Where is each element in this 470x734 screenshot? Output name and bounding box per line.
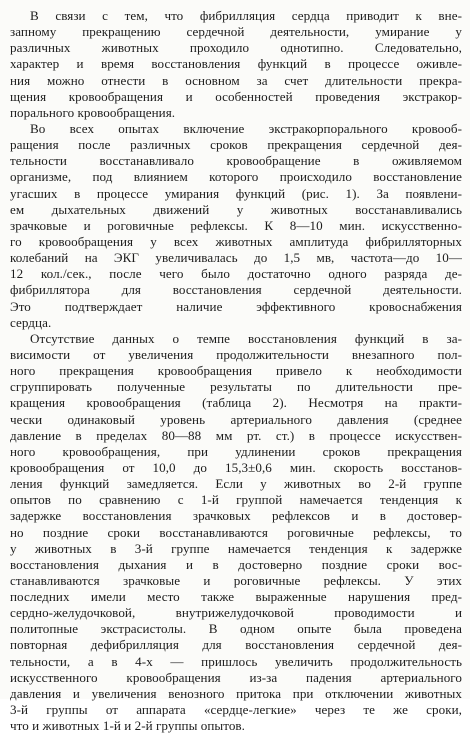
text-line: тельности восстанавливало кровообращение в оживляемом — [10, 153, 462, 169]
body-text — [10, 8, 462, 734]
paragraph-1 — [10, 8, 462, 121]
text-line: чески одинаковый уровень артериального давления (среднее — [10, 411, 462, 427]
text-line: ращения после различных сроков прекращения сердечной дея- — [10, 137, 462, 153]
text-line: го кровообращения у всех животных амплитуда фибрилляторных — [10, 233, 462, 249]
text-line: ного кровообращения, при удлинении сроков прекращения — [10, 443, 462, 459]
text-line: 12 кол./сек., после чего было достаточно одного разряда де- — [10, 266, 462, 282]
text-line: ного прекращения кровообращения привело к необходимости — [10, 363, 462, 379]
text-line: кровообращения от 10,0 до 15,3±0,6 мин. скорость восстанов- — [10, 459, 462, 475]
text-line: что и животных 1-й и 2-й группы опытов. — [10, 718, 245, 734]
text-line: опытов по сравнению с 1-й группой намечается тенденция к — [10, 492, 462, 508]
text-line: восстановления дыхания и в достоверно поздние сроки вос- — [10, 556, 462, 572]
text-line: давления и увеличения венозного притока при отключении животных — [10, 685, 462, 701]
text-line: порального кровообращения. — [10, 104, 176, 120]
text-line: щения кровообращения и особенностей проведения экстракор- — [10, 88, 462, 104]
text-line: В связи с тем, что фибрилляция сердца приводит к вне- — [30, 8, 462, 23]
paragraph-3 — [10, 331, 462, 734]
text-line: ния можно отнести в основном за счет длительности прекра- — [10, 72, 462, 88]
text-line: но поздние сроки восстанавливаются роговичные рефлексы, то — [10, 524, 462, 540]
text-line: характер и время восстановления функций в процессе оживле- — [10, 56, 462, 72]
text-line: Отсутствие данных о темпе восстановления функций в за- — [30, 330, 462, 346]
text-line: политопные экстрасистолы. В одном опыте была проведена — [10, 621, 462, 637]
text-line: повторная дефибрилляция для восстановления сердечной дея- — [10, 637, 462, 653]
text-line: тельности, а в 4-х — пришлось увеличить продолжительность — [10, 653, 462, 669]
text-line: запному прекращению сердечной деятельности, умирание у — [10, 24, 462, 40]
text-line: Это подтверждает наличие эффективного кровоснабжения — [10, 298, 462, 314]
text-line: искусственного кровообращения из-за падения артериального — [10, 669, 462, 685]
text-line: станавливаются зрачковые и роговичные рефлексы. У этих — [10, 572, 462, 588]
text-line: 3-й группы от аппарата «сердце-легкие» через те же сроки, — [10, 702, 462, 718]
text-line: Во всех опытах включение экстракорпорального кровооб- — [30, 120, 462, 136]
paragraph-2 — [10, 121, 462, 331]
text-line: ем дыхательных движений у животных восстанавливались — [10, 201, 462, 217]
text-line: давление в пределах 80—88 мм рт. ст.) в процессе искусствен- — [10, 427, 462, 443]
text-line: у животных в 3-й группе намечается тенденция к задержке — [10, 540, 462, 556]
text-line: кращения кровообращения (таблица 2). Несмотря на практи- — [10, 395, 462, 411]
text-line: различных животных проходило однотипно. Следовательно, — [10, 40, 462, 56]
text-line: сердца. — [10, 314, 52, 330]
text-line: фибриллятора для восстановления сердечной деятельности. — [10, 282, 462, 298]
text-line: сгруппировать полученные результаты по длительности пре- — [10, 379, 462, 395]
text-line: задержке восстановления зрачковых рефлексов и в достовер- — [10, 508, 462, 524]
text-line: организме, под влиянием которого происходило восстановление — [10, 169, 462, 185]
text-line: ления функций замедляется. Если у животных во 2-й группе — [10, 476, 462, 492]
text-line: сердно-желудочковой, внутрижелудочковой проводимости и — [10, 605, 462, 621]
text-line: висимости от увеличения продолжительности внезапного пол- — [10, 346, 462, 362]
text-line: последних имели место также выраженные нарушения пред- — [10, 589, 462, 605]
text-line: зрачковые и роговичные рефлексы. К 8—10 мин. искусственно- — [10, 217, 462, 233]
text-line: угасших в процессе умирания функций (рис. 1). За появлени- — [10, 185, 462, 201]
text-line: колебаний на ЭКГ увеличивалась до 1,5 мв, частота—до 10— — [10, 250, 462, 266]
